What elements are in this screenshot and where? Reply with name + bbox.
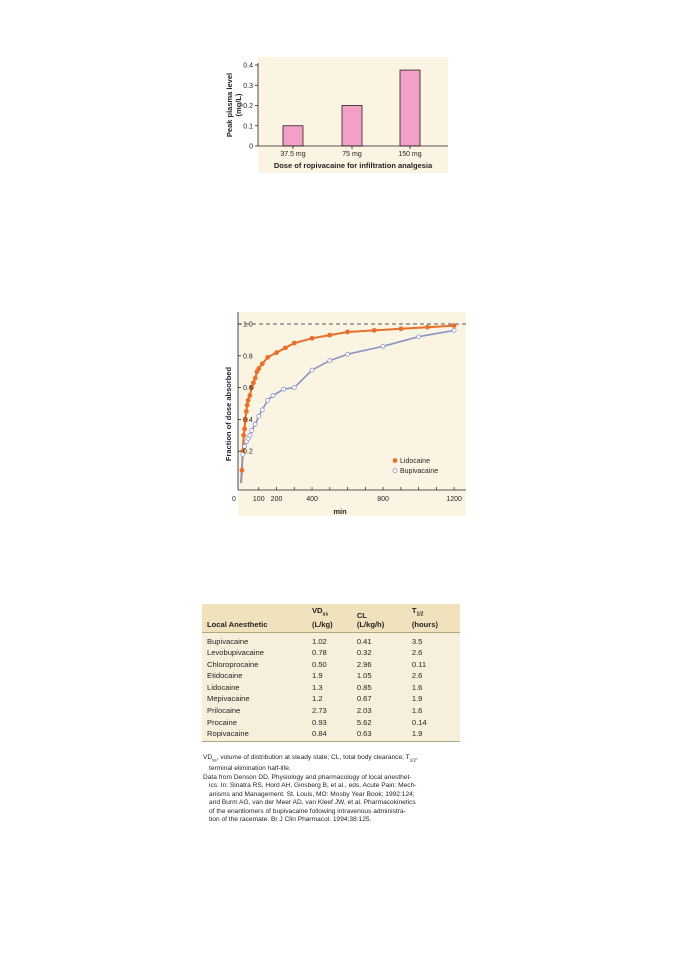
y-axis-label: Fraction of dose absorbed [224,366,233,462]
cell-anesthetic: Bupivacaine [207,636,249,646]
cell-value: 2.96 [356,659,372,669]
table-footnotes [203,754,465,825]
cell-value: 0.93 [311,717,327,727]
source-citation-line: and Burm AG, van der Meer AD, van Kleef JW, et al. Pharmacokinetics [209,799,416,807]
point-lidocaine [244,409,248,413]
point-lidocaine [266,355,270,359]
cell-value: 0.63 [356,729,372,739]
cell-value: 1.3 [311,682,323,692]
cell-anesthetic: Etidocaine [207,671,243,681]
y-tick-label: 0.6 [243,385,253,393]
pharmacokinetics-table [202,604,460,742]
cell-anesthetic: Ropivacaine [207,729,249,739]
legend-label-lidocaine: Lidocaine [400,458,430,465]
point-lidocaine [246,398,250,402]
point-lidocaine [328,333,332,337]
point-bupivacaine [452,328,456,332]
cell-value: 0.41 [356,636,372,646]
point-bupivacaine [310,368,314,372]
point-bupivacaine [260,408,264,412]
cell-value: 0.67 [356,694,372,704]
cell-value: 2.6 [411,671,423,681]
table-row [202,632,460,647]
cell-value: 0.11 [411,659,427,669]
x-tick-label: 800 [377,496,389,503]
cell-value: 0.14 [411,717,427,727]
cell-value: 1.6 [411,682,423,692]
point-bupivacaine [248,433,252,437]
point-bupivacaine [417,335,421,339]
cell-value: 1.9 [411,694,423,704]
point-lidocaine [257,367,261,371]
point-bupivacaine [292,386,296,390]
point-lidocaine [275,351,279,355]
source-citation-line: tion of the racemate. Br J Clin Pharmacol. 1994;38:125. [209,816,372,824]
cell-value: 1.2 [311,694,323,704]
cell-value: 1.02 [311,636,327,646]
source-citation-line: ics. In: Sinatra RS, Hord AH, Ginsberg B, et al., eds. Acute Pain: Mech- [209,782,417,790]
cell-anesthetic: Procaine [207,717,237,727]
y-tick-label: 0.4 [243,62,253,70]
column-header-half-life: $T_{1/2}$ (hours) [407,604,460,632]
y-tick-label: 0 [249,143,253,151]
cell-anesthetic: Prilocaine [207,705,241,715]
absorption-line-chart [222,310,466,520]
point-lidocaine [242,433,246,437]
column-header-anesthetic: Local Anesthetic [202,604,307,632]
point-lidocaine [253,376,257,380]
bar-0 [283,126,303,146]
x-tick-label: 400 [306,496,318,503]
cell-value: 1.05 [356,671,372,681]
point-bupivacaine [328,359,332,363]
table-row [202,670,460,682]
x-tick-label: 0 [232,496,236,503]
point-lidocaine [240,468,244,472]
y-tick-label: 0.4 [243,416,253,424]
point-lidocaine [248,394,252,398]
cell-value: 1.6 [411,705,423,715]
cell-value: 0.32 [356,648,372,658]
point-lidocaine [372,328,376,332]
y-tick-label: 0.2 [243,103,253,110]
y-tick-label: 0.3 [243,82,253,90]
ropivacaine-bar-chart [222,55,448,173]
table-row [202,728,460,742]
table-row [202,716,460,728]
point-bupivacaine [271,394,275,398]
table-row [202,658,460,670]
x-tick-label: 75 mg [342,151,362,158]
source-citation-line: of the enantiomers of bupivacaine following intravenous administra- [209,807,406,815]
point-lidocaine [260,362,264,366]
legend-marker-lidocaine [393,459,397,463]
x-tick-label: 1200 [446,496,462,503]
cell-value: 2.03 [356,705,372,715]
point-lidocaine [292,341,296,345]
x-axis-label: min [333,507,347,516]
column-header-vdss: $VD_{ss}$ (L/kg) [307,604,352,632]
abbreviation-note-cont: terminal elimination half-life. [209,764,291,772]
y-axis-label: Peak plasma level [225,72,234,138]
x-tick-label: 100 [252,496,265,503]
cell-value: 2.73 [311,705,327,715]
cell-anesthetic: Chloroprocaine [207,659,259,669]
x-axis-label: Dose of ropivacaine for infiltration analgesia [273,161,433,170]
cell-value: 2.6 [411,648,423,658]
point-lidocaine [425,325,429,329]
point-bupivacaine [257,414,261,418]
point-lidocaine [243,427,247,431]
y-tick-label: 0.1 [243,123,253,131]
cell-value: 0.50 [311,659,327,669]
cell-value: 1.9 [311,671,323,681]
column-header-cl: CL (L/kg/h) [352,604,407,632]
y-tick-label: 0.8 [243,353,253,361]
point-bupivacaine [266,398,270,402]
table-row [202,693,460,705]
point-lidocaine [310,336,314,340]
plot-background [238,312,466,516]
point-bupivacaine [253,422,257,426]
point-lidocaine [399,327,403,331]
abbreviation-note: $VD_{ss}$, volume of distribution at steady state; CL, total body clearance; $T_{1/2}$, [203,754,418,763]
point-bupivacaine [381,344,385,348]
cell-value: 0.78 [311,648,327,658]
cell-value: 0.84 [311,729,327,739]
point-lidocaine [452,324,456,328]
point-lidocaine [283,346,287,350]
y-axis-label-unit: (mg/L) [234,93,243,117]
point-bupivacaine [250,429,254,433]
cell-value: 3.5 [411,636,423,646]
table-header-row [202,604,460,632]
cell-anesthetic: Levobupivacaine [207,648,264,658]
point-lidocaine [346,330,350,334]
x-tick-label: 37.5 mg [280,151,306,158]
cell-anesthetic: Lidocaine [207,682,240,692]
y-tick-label: 0.2 [243,448,253,456]
table-row [202,705,460,717]
bar-1 [342,106,362,147]
point-bupivacaine [282,387,286,391]
cell-value: 1.9 [411,729,423,739]
y-tick-label: 1.0 [243,321,253,329]
x-tick-label: 150 mg [398,151,422,158]
point-bupivacaine [346,352,350,356]
cell-anesthetic: Mepivacaine [207,694,250,704]
bar-2 [400,70,420,146]
table-row [202,647,460,659]
x-tick-label: 200 [270,496,283,503]
source-citation-line: Data from Denson DD. Physiology and pharmacology of local anesthet- [203,773,412,781]
table-row [202,682,460,694]
legend-marker-bupivacaine [393,469,397,473]
legend-label-bupivacaine: Bupivacaine [400,468,439,475]
point-lidocaine [245,403,249,407]
cell-value: 0.85 [356,682,372,692]
source-citation-line: anisms and Management. St. Louis, MO: Mosby Year Book; 1992:124; [209,790,415,798]
cell-value: 5.62 [356,717,372,727]
